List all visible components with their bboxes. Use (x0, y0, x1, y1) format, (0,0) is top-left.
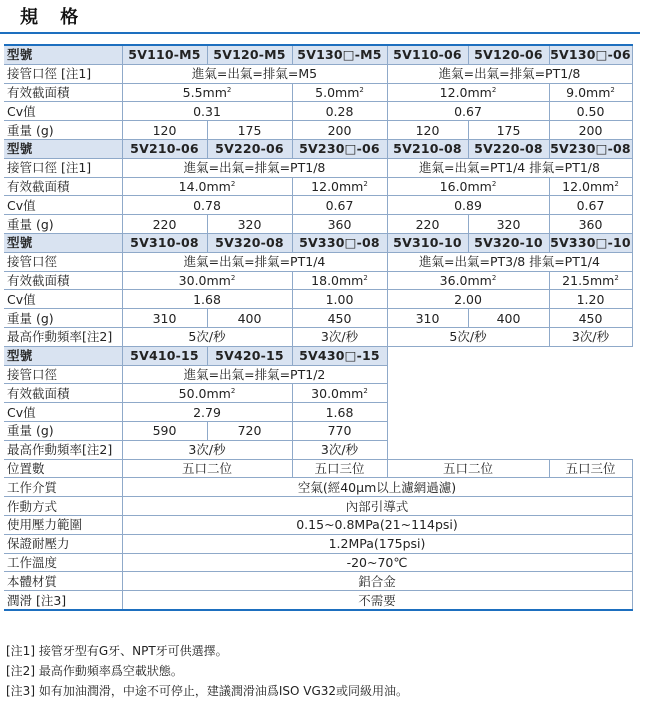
temperature-cell: -20~70℃ (122, 553, 632, 572)
area-cell: $18.0mm^2$ (292, 271, 387, 290)
cv-cell: 0.89 (387, 196, 549, 215)
port-size-cell: 進氣=出氣=排氣=PT1/4 (122, 252, 387, 271)
model-cell: 5V110-M5 (122, 45, 207, 64)
model-label: 型號 (4, 139, 122, 158)
model-cell: 5V320-10 (468, 233, 549, 252)
weight-cell: 120 (122, 121, 207, 140)
frequency-cell: 5次/秒 (387, 327, 549, 346)
area-cell: $36.0mm^2$ (387, 271, 549, 290)
weight-cell: 770 (292, 421, 387, 440)
row-label: 作動方式 (4, 497, 122, 516)
table-row (4, 553, 632, 572)
model-cell: 5V120-M5 (207, 45, 292, 64)
row-label: 位置數 (4, 459, 122, 478)
frequency-cell: 3次/秒 (292, 440, 387, 459)
cv-cell: 0.67 (292, 196, 387, 215)
area-cell: $12.0mm^2$ (387, 83, 549, 102)
weight-cell: 400 (468, 309, 549, 328)
cv-cell: 2.00 (387, 290, 549, 309)
weight-cell: 220 (387, 215, 468, 234)
empty-area (387, 365, 632, 384)
model-cell: 5V210-08 (387, 139, 468, 158)
port-size-cell: 進氣=出氣=排氣=PT1/2 (122, 365, 387, 384)
footnote: [注1] 接管牙型有G牙、NPT牙可供選擇。 (6, 644, 228, 658)
model-cell: 5V230□-06 (292, 139, 387, 158)
model-cell: 5V230□-08 (550, 141, 631, 157)
port-size-cell: 進氣=出氣=排氣=PT1/8 (387, 64, 632, 83)
row-label: Cv值 (4, 290, 122, 309)
table-row (4, 384, 632, 403)
cv-cell: 1.20 (549, 290, 632, 309)
model-cell: 5V310-08 (122, 233, 207, 252)
cv-cell: 1.68 (292, 403, 387, 422)
footnotes (6, 641, 408, 701)
weight-cell: 400 (207, 309, 292, 328)
row-label: 工作介質 (4, 478, 122, 497)
frequency-cell: 3次/秒 (122, 440, 292, 459)
table-row (4, 440, 632, 459)
cv-cell: 1.68 (122, 290, 292, 309)
material-cell: 鋁合金 (122, 572, 632, 591)
weight-cell: 360 (549, 215, 632, 234)
area-cell: $12.0mm^2$ (292, 177, 387, 196)
weight-cell: 175 (468, 121, 549, 140)
area-cell: $5.0mm^2$ (292, 83, 387, 102)
area-cell: $30.0mm^2$ (122, 271, 292, 290)
table-row (4, 252, 632, 271)
row-label: Cv值 (4, 196, 122, 215)
row-label: 最高作動頻率[注2] (4, 440, 122, 459)
weight-cell: 175 (207, 121, 292, 140)
position-cell: 五口二位 (122, 459, 292, 478)
table-row (4, 102, 632, 121)
table-row (4, 271, 632, 290)
table-header-row (4, 45, 632, 64)
area-cell: $30.0mm^2$ (292, 384, 387, 403)
weight-cell: 310 (122, 309, 207, 328)
port-size-cell: 進氣=出氣=排氣=M5 (122, 64, 387, 83)
pressure-cell: 0.15~0.8MPa(21~114psi) (122, 515, 632, 534)
cv-cell: 0.78 (122, 196, 292, 215)
table-row (4, 121, 632, 140)
cv-cell: 0.67 (549, 196, 632, 215)
table-row (4, 64, 632, 83)
model-cell: 5V220-08 (468, 139, 549, 158)
weight-cell: 590 (122, 421, 207, 440)
row-label: 有效截面積 (4, 384, 122, 403)
weight-cell: 120 (387, 121, 468, 140)
weight-cell: 320 (207, 215, 292, 234)
weight-cell: 220 (122, 215, 207, 234)
proof-pressure-cell: 1.2MPa(175psi) (122, 534, 632, 553)
footnote: [注2] 最高作動頻率爲空載狀態。 (6, 664, 183, 678)
area-cell: $21.5mm^2$ (549, 271, 632, 290)
model-label: 型號 (4, 346, 122, 365)
port-size-cell: 進氣=出氣=PT1/4 排氣=PT1/8 (387, 158, 632, 177)
cv-cell: 0.67 (387, 102, 549, 121)
area-cell: $12.0mm^2$ (549, 177, 632, 196)
weight-cell: 200 (549, 121, 632, 140)
model-cell: 5V130□-06 (549, 45, 632, 64)
table-row (4, 572, 632, 591)
frequency-cell: 5次/秒 (122, 327, 292, 346)
area-cell: $14.0mm^2$ (122, 177, 292, 196)
port-size-cell: 進氣=出氣=PT3/8 排氣=PT1/4 (387, 252, 632, 271)
row-label: 潤滑 [注3] (4, 591, 122, 610)
row-label: 保證耐壓力 (4, 534, 122, 553)
row-label: 重量 (g) (4, 121, 122, 140)
table-row (4, 421, 632, 440)
row-label: 工作溫度 (4, 553, 122, 572)
row-label: 有效截面積 (4, 83, 122, 102)
model-label: 型號 (4, 45, 122, 64)
weight-cell: 720 (207, 421, 292, 440)
table-row (4, 403, 632, 422)
model-cell: 5V430□-15 (292, 346, 387, 365)
row-label: 本體材質 (4, 572, 122, 591)
row-label: 最高作動頻率[注2] (4, 327, 122, 346)
weight-cell: 450 (549, 309, 632, 328)
lubrication-cell: 不需要 (122, 591, 632, 610)
row-label: 接管口徑 (4, 365, 122, 384)
medium-cell: 空氣(經40μm以上濾網過濾) (122, 478, 632, 497)
table-row (4, 215, 632, 234)
model-cell: 5V330□-08 (292, 233, 387, 252)
table-row (4, 534, 632, 553)
model-cell: 5V130□-M5 (292, 45, 387, 64)
weight-cell: 360 (292, 215, 387, 234)
weight-cell: 310 (387, 309, 468, 328)
model-cell: 5V320-08 (207, 233, 292, 252)
empty-area (387, 346, 632, 365)
area-cell: $50.0mm^2$ (122, 384, 292, 403)
row-label: 有效截面積 (4, 271, 122, 290)
empty-area (387, 421, 632, 440)
frequency-cell: 3次/秒 (549, 327, 632, 346)
position-cell: 五口三位 (549, 459, 632, 478)
table-row (4, 177, 632, 196)
row-label: 使用壓力範圍 (4, 515, 122, 534)
table-row (4, 591, 632, 610)
table-row (4, 365, 632, 384)
model-cell: 5V420-15 (207, 346, 292, 365)
table-header-row (4, 139, 632, 158)
model-label: 型號 (4, 233, 122, 252)
row-label: Cv值 (4, 403, 122, 422)
frequency-cell: 3次/秒 (292, 327, 387, 346)
table-row (4, 327, 632, 346)
weight-cell: 200 (292, 121, 387, 140)
row-label: 接管口徑 (4, 252, 122, 271)
cv-cell: 2.79 (122, 403, 292, 422)
spec-table (4, 44, 633, 611)
cv-cell: 0.28 (292, 102, 387, 121)
model-cell: 5V310-10 (387, 233, 468, 252)
cv-cell: 0.50 (549, 102, 632, 121)
row-label: Cv值 (4, 102, 122, 121)
mode-cell: 內部引導式 (122, 497, 632, 516)
row-label: 重量 (g) (4, 309, 122, 328)
table-row (4, 478, 632, 497)
model-cell: 5V220-06 (207, 139, 292, 158)
footnote: [注3] 如有加油潤滑，中途不可停止，建議潤滑油爲ISO VG32或同級用油。 (6, 684, 409, 698)
weight-cell: 450 (292, 309, 387, 328)
row-label: 接管口徑 [注1] (4, 64, 122, 83)
title-divider (0, 32, 640, 34)
model-cell: 5V210-06 (122, 139, 207, 158)
port-size-cell: 進氣=出氣=排氣=PT1/8 (122, 158, 387, 177)
cv-cell: 1.00 (292, 290, 387, 309)
table-row (4, 309, 632, 328)
position-cell: 五口三位 (292, 459, 387, 478)
row-label: 有效截面積 (4, 177, 122, 196)
row-label: 重量 (g) (4, 215, 122, 234)
cv-cell: 0.31 (122, 102, 292, 121)
empty-area (387, 440, 632, 459)
position-cell: 五口二位 (387, 459, 549, 478)
model-cell: 5V330□-10 (550, 235, 631, 251)
table-header-row (4, 346, 632, 365)
empty-area (387, 384, 632, 403)
model-cell: 5V410-15 (122, 346, 207, 365)
model-cell: 5V110-06 (387, 45, 468, 64)
weight-cell: 320 (468, 215, 549, 234)
table-row (4, 196, 632, 215)
area-cell: $16.0mm^2$ (387, 177, 549, 196)
row-label: 重量 (g) (4, 421, 122, 440)
page-title: 規 格 (20, 7, 87, 28)
table-header-row (4, 233, 632, 252)
area-cell: $9.0mm^2$ (549, 83, 632, 102)
table-row (4, 290, 632, 309)
table-row (4, 83, 632, 102)
table-row (4, 158, 632, 177)
table-row (4, 459, 632, 478)
row-label: 接管口徑 [注1] (4, 158, 122, 177)
table-row (4, 497, 632, 516)
table-row (4, 515, 632, 534)
empty-area (387, 403, 632, 422)
area-cell: $5.5mm^2$ (122, 83, 292, 102)
model-cell: 5V120-06 (468, 45, 549, 64)
